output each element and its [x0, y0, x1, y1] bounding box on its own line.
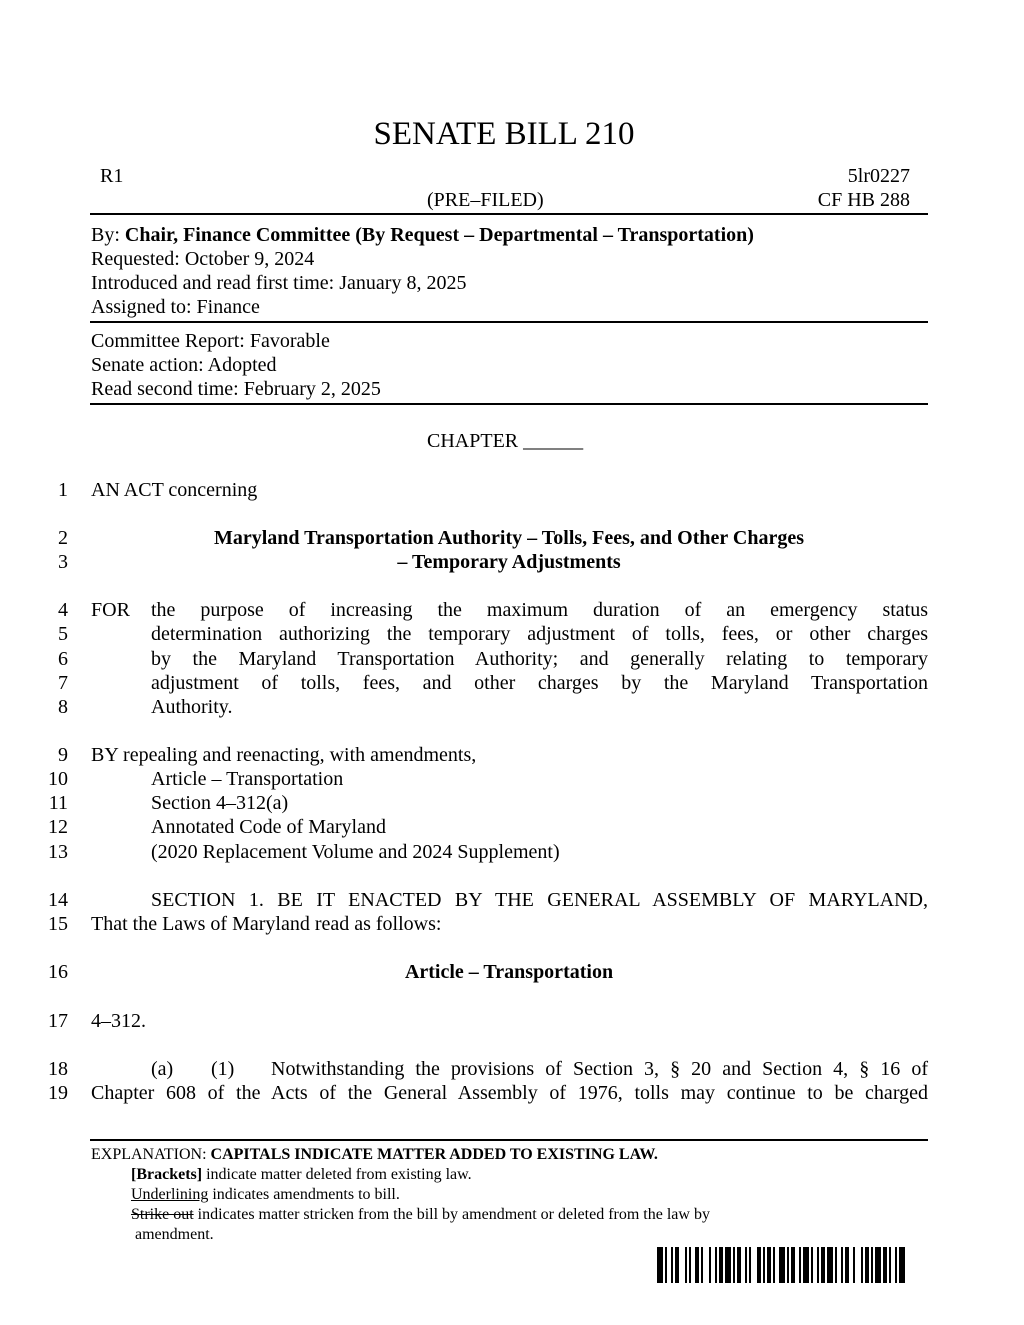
line-number: 19 — [48, 1082, 68, 1104]
prefiled-label: (PRE–FILED) — [427, 189, 544, 211]
line-number: 5 — [58, 623, 68, 645]
by-repealing: BY repealing and reenacting, with amendments, — [91, 744, 477, 766]
purpose-line: determination authorizing the temporary adjustment of tolls, fees, or other charges — [151, 623, 928, 645]
line-number: 6 — [58, 648, 68, 670]
brackets-note: indicate matter deleted from existing law. — [206, 1166, 472, 1183]
divider-sponsor — [90, 321, 928, 323]
chapter-label: CHAPTER ______ — [427, 430, 584, 452]
explanation-line — [91, 1145, 658, 1165]
line-number: 11 — [48, 792, 68, 814]
line-number: 7 — [58, 672, 68, 694]
introduced-date: Introduced and read first time: January 8, 2025 — [91, 272, 467, 294]
purpose-line: adjustment of tolls, fees, and other charges by the Maryland Transportation — [151, 672, 928, 694]
assigned-to: Assigned to: Finance — [91, 296, 260, 318]
line-number: 14 — [48, 889, 68, 911]
bill-subject-line-2: – Temporary Adjustments — [397, 551, 621, 573]
line-number: 10 — [48, 768, 68, 790]
underlining-word: Underlining — [131, 1186, 209, 1203]
line-number: 8 — [58, 696, 68, 718]
divider-committee — [90, 403, 928, 405]
underlining-line — [131, 1185, 400, 1205]
brackets-word: [Brackets] — [131, 1166, 203, 1183]
act-concerning: AN ACT concerning — [91, 479, 258, 501]
purpose-line: Authority. — [151, 696, 233, 718]
line-number: 4 — [58, 599, 68, 621]
line-number: 13 — [48, 841, 68, 863]
line-number: 18 — [48, 1058, 68, 1080]
cross-file: CF HB 288 — [817, 189, 910, 211]
sponsor-line — [91, 223, 754, 247]
line-number: 12 — [48, 816, 68, 838]
purpose-for: FOR — [91, 599, 130, 621]
line-number: 15 — [48, 913, 68, 935]
brackets-line — [131, 1165, 472, 1185]
barcode-bar — [899, 1247, 905, 1283]
section-number: 4–312. — [91, 1010, 146, 1032]
divider-top — [90, 213, 928, 215]
strikeout-note: indicates matter stricken from the bill by amendment or deleted from the law by — [197, 1206, 710, 1223]
line-number: 3 — [58, 551, 68, 573]
underlining-note: indicates amendments to bill. — [212, 1186, 400, 1203]
article-heading: Article – Transportation — [404, 961, 614, 983]
by-label: By: — [91, 224, 120, 246]
bill-title: SENATE BILL 210 — [373, 116, 635, 152]
strikeout-note-continued: amendment. — [135, 1226, 214, 1243]
affected-section: Section 4–312(a) — [151, 792, 289, 814]
affected-code: Annotated Code of Maryland — [151, 816, 386, 838]
code-right: 5lr0227 — [847, 165, 910, 187]
explanation-label: EXPLANATION: — [91, 1146, 207, 1163]
requested-date: Requested: October 9, 2024 — [91, 248, 315, 270]
committee-report: Committee Report: Favorable — [91, 330, 330, 352]
enacting-clause-line-1: SECTION 1. BE IT ENACTED BY THE GENERAL ASSEMBLY OF MARYLAND, — [151, 889, 928, 911]
bill-subject-line-1: Maryland Transportation Authority – Tolls, Fees, and Other Charges — [213, 527, 805, 549]
enacting-clause-line-2: That the Laws of Maryland read as follows: — [91, 913, 442, 935]
line-number: 1 — [58, 479, 68, 501]
senate-action: Senate action: Adopted — [91, 354, 277, 376]
line-number: 16 — [48, 961, 68, 983]
affected-volume: (2020 Replacement Volume and 2024 Supplement) — [151, 841, 560, 863]
barcode — [657, 1247, 905, 1283]
capitals-note: CAPITALS INDICATE MATTER ADDED TO EXISTING LAW. — [210, 1146, 658, 1163]
affected-article: Article – Transportation — [151, 768, 344, 790]
line-number: 9 — [58, 744, 68, 766]
paragraph-1: (1) — [211, 1058, 235, 1080]
line-number: 2 — [58, 527, 68, 549]
strikeout-line — [131, 1205, 710, 1225]
second-reading: Read second time: February 2, 2025 — [91, 378, 381, 400]
line-number: 17 — [48, 1010, 68, 1032]
code-left: R1 — [100, 165, 124, 187]
statute-line: Chapter 608 of the Acts of the General Assembly of 1976, tolls may continue to be charged — [91, 1082, 928, 1104]
subsection-a: (a) — [151, 1058, 174, 1080]
statute-line: Notwithstanding the provisions of Section 3, § 20 and Section 4, § 16 of — [271, 1058, 928, 1080]
purpose-line: by the Maryland Transportation Authority; and generally relating to temporary — [151, 648, 928, 670]
strikeout-word: Strike out — [131, 1206, 194, 1223]
purpose-line: the purpose of increasing the maximum duration of an emergency status — [151, 599, 928, 621]
sponsor-name: Chair, Finance Committee (By Request – Departmental – Transportation) — [124, 224, 754, 246]
divider-explanation — [90, 1139, 928, 1141]
